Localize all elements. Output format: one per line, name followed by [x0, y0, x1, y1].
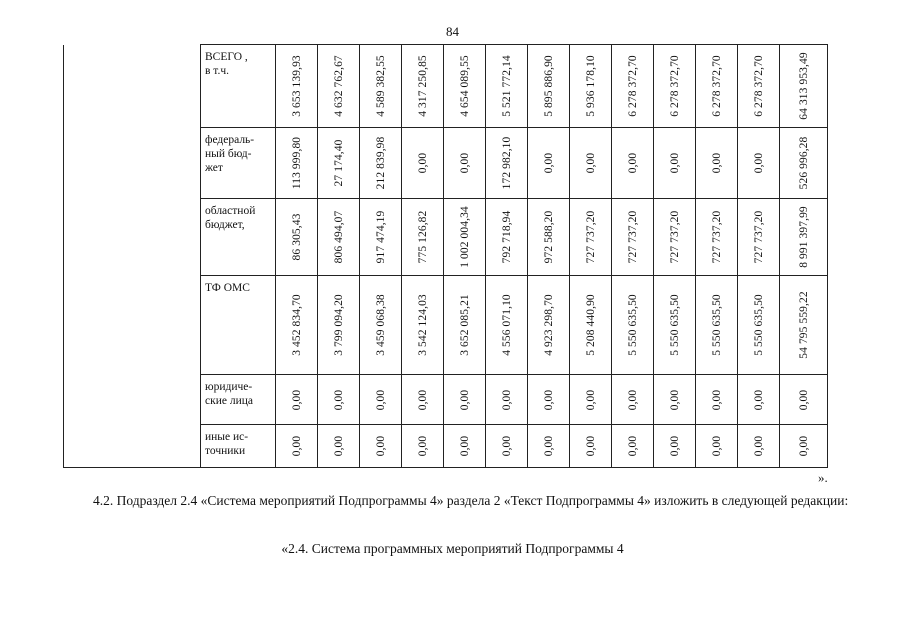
value-cell: [780, 199, 828, 276]
value-cell: [780, 425, 828, 468]
value-cell: [360, 276, 402, 375]
cell-value: 6 278 372,70: [626, 55, 639, 117]
cell-value: 3 459 068,38: [374, 294, 387, 356]
value-cell: [738, 45, 780, 128]
cell-value: 972 588,20: [542, 210, 555, 264]
table-row: [64, 45, 828, 128]
value-cell: [654, 199, 696, 276]
value-cell: [570, 276, 612, 375]
cell-value: 0,00: [458, 152, 471, 174]
cell-value: 0,00: [710, 152, 723, 174]
value-cell: [402, 425, 444, 468]
value-cell: [402, 128, 444, 199]
closing-quote: ».: [818, 470, 828, 485]
value-cell: [444, 199, 486, 276]
cell-value: 4 632 762,67: [332, 55, 345, 117]
value-cell: [612, 128, 654, 199]
cell-value: 5 550 635,50: [710, 294, 723, 356]
value-cell: [780, 45, 828, 128]
cell-value: 775 126,82: [416, 210, 429, 264]
value-cell: [612, 425, 654, 468]
cell-value: 0,00: [797, 389, 810, 410]
cell-value: 0,00: [542, 389, 555, 410]
value-cell: [654, 276, 696, 375]
cell-value: 0,00: [668, 435, 681, 457]
row-label: иные ис- точники: [201, 425, 276, 468]
value-cell: [486, 45, 528, 128]
financing-table: [63, 44, 828, 468]
value-cell: [360, 128, 402, 199]
cell-value: 0,00: [500, 435, 513, 457]
cell-value: 526 996,28: [797, 136, 810, 190]
value-cell: [360, 45, 402, 128]
cell-value: 113 999,80: [290, 136, 303, 190]
cell-value: 727 737,20: [626, 210, 639, 264]
value-cell: [780, 375, 828, 425]
cell-value: 0,00: [710, 435, 723, 457]
value-cell: [528, 45, 570, 128]
value-cell: [528, 199, 570, 276]
value-cell: [318, 45, 360, 128]
cell-value: 0,00: [458, 389, 471, 410]
value-cell: [612, 199, 654, 276]
cell-value: 917 474,19: [374, 210, 387, 264]
row-label: юридиче- ские лица: [201, 375, 276, 425]
section-subheading: «2.4. Система программных мероприятий Подпрограммы 4: [281, 541, 624, 556]
cell-value: 6 278 372,70: [710, 55, 723, 117]
value-cell: [318, 128, 360, 199]
value-cell: [654, 375, 696, 425]
value-cell: [276, 375, 318, 425]
cell-value: 727 737,20: [752, 210, 765, 264]
cell-value: 0,00: [416, 389, 429, 410]
value-cell: [738, 425, 780, 468]
cell-value: 212 839,98: [374, 136, 387, 190]
value-cell: [486, 425, 528, 468]
value-cell: [318, 276, 360, 375]
cell-value: 5 550 635,50: [626, 294, 639, 356]
value-cell: [444, 375, 486, 425]
value-cell: [276, 128, 318, 199]
value-cell: [780, 276, 828, 375]
value-cell: [570, 425, 612, 468]
cell-value: 0,00: [290, 435, 303, 457]
cell-value: 0,00: [332, 435, 345, 457]
cell-value: 0,00: [752, 435, 765, 457]
cell-value: 0,00: [752, 152, 765, 174]
value-cell: [696, 199, 738, 276]
cell-value: 0,00: [416, 152, 429, 174]
cell-value: 0,00: [374, 389, 387, 410]
value-cell: [738, 199, 780, 276]
page-number: 84: [446, 24, 459, 39]
value-cell: [738, 128, 780, 199]
cell-value: 3 652 085,21: [458, 294, 471, 356]
cell-value: 0,00: [584, 389, 597, 410]
value-cell: [570, 199, 612, 276]
value-cell: [276, 45, 318, 128]
value-cell: [402, 276, 444, 375]
value-cell: [738, 375, 780, 425]
cell-value: 3 653 139,93: [290, 55, 303, 117]
value-cell: [276, 425, 318, 468]
cell-value: 4 556 071,10: [500, 294, 513, 356]
value-cell: [570, 375, 612, 425]
row-label: областной бюджет,: [201, 199, 276, 276]
cell-value: 64 313 953,49: [797, 52, 810, 120]
cell-value: 54 795 559,22: [797, 291, 810, 359]
cell-value: 4 654 089,55: [458, 55, 471, 117]
cell-value: 0,00: [416, 435, 429, 457]
cell-value: 0,00: [626, 152, 639, 174]
cell-value: 6 278 372,70: [668, 55, 681, 117]
cell-value: 8 991 397,99: [797, 206, 810, 268]
value-cell: [444, 128, 486, 199]
value-cell: [486, 199, 528, 276]
value-cell: [360, 375, 402, 425]
value-cell: [612, 276, 654, 375]
cell-value: 792 718,94: [500, 210, 513, 264]
cell-value: 0,00: [668, 152, 681, 174]
value-cell: [738, 276, 780, 375]
cell-value: 0,00: [542, 152, 555, 174]
value-cell: [696, 128, 738, 199]
cell-value: 5 208 440,90: [584, 294, 597, 356]
value-cell: [486, 375, 528, 425]
cell-value: 727 737,20: [584, 210, 597, 264]
cell-value: 0,00: [374, 435, 387, 457]
value-cell: [360, 425, 402, 468]
value-cell: [318, 199, 360, 276]
cell-value: 5 521 772,14: [500, 55, 513, 117]
value-cell: [570, 128, 612, 199]
value-cell: [444, 425, 486, 468]
cell-value: 0,00: [626, 435, 639, 457]
value-cell: [528, 425, 570, 468]
value-cell: [402, 375, 444, 425]
value-cell: [402, 199, 444, 276]
cell-value: 0,00: [458, 435, 471, 457]
cell-value: 0,00: [710, 389, 723, 410]
cell-value: 0,00: [290, 389, 303, 410]
cell-value: 806 494,07: [332, 210, 345, 264]
cell-value: 0,00: [668, 389, 681, 410]
cell-value: 4 317 250,85: [416, 55, 429, 117]
value-cell: [654, 425, 696, 468]
row-label: ВСЕГО , в т.ч.: [201, 45, 276, 128]
cell-value: 27 174,40: [332, 139, 345, 187]
value-cell: [486, 128, 528, 199]
cell-value: 0,00: [797, 435, 810, 457]
value-cell: [276, 199, 318, 276]
value-cell: [486, 276, 528, 375]
cell-value: 4 923 298,70: [542, 294, 555, 356]
value-cell: [696, 276, 738, 375]
cell-value: 727 737,20: [668, 210, 681, 264]
cell-value: 1 002 004,34: [458, 206, 471, 268]
value-cell: [402, 45, 444, 128]
value-cell: [696, 45, 738, 128]
blank-first-column: [64, 45, 201, 468]
cell-value: 0,00: [584, 152, 597, 174]
value-cell: [444, 45, 486, 128]
value-cell: [528, 375, 570, 425]
value-cell: [696, 425, 738, 468]
value-cell: [612, 375, 654, 425]
row-label: федераль- ный бюд- жет: [201, 128, 276, 199]
row-label: ТФ ОМС: [201, 276, 276, 375]
value-cell: [444, 276, 486, 375]
cell-value: 3 452 834,70: [290, 294, 303, 356]
cell-value: 5 550 635,50: [752, 294, 765, 356]
value-cell: [570, 45, 612, 128]
value-cell: [318, 375, 360, 425]
value-cell: [528, 276, 570, 375]
value-cell: [654, 45, 696, 128]
cell-value: 5 895 886,90: [542, 55, 555, 117]
cell-value: 0,00: [500, 389, 513, 410]
cell-value: 5 550 635,50: [668, 294, 681, 356]
value-cell: [696, 375, 738, 425]
cell-value: 0,00: [626, 389, 639, 410]
value-cell: [654, 128, 696, 199]
cell-value: 172 982,10: [500, 136, 513, 190]
cell-value: 0,00: [752, 389, 765, 410]
value-cell: [528, 128, 570, 199]
cell-value: 6 278 372,70: [752, 55, 765, 117]
cell-value: 727 737,20: [710, 210, 723, 264]
cell-value: 3 799 094,20: [332, 294, 345, 356]
cell-value: 0,00: [584, 435, 597, 457]
cell-value: 0,00: [542, 435, 555, 457]
value-cell: [318, 425, 360, 468]
value-cell: [612, 45, 654, 128]
amendment-paragraph: 4.2. Подраздел 2.4 «Система мероприятий Подпрограммы 4» раздела 2 «Текст Подпрограммы 4» изложить в следующей редакции:: [93, 493, 849, 508]
value-cell: [276, 276, 318, 375]
value-cell: [780, 128, 828, 199]
cell-value: 0,00: [332, 389, 345, 410]
cell-value: 86 305,43: [290, 213, 303, 261]
cell-value: 4 589 382,55: [374, 55, 387, 117]
cell-value: 3 542 124,03: [416, 294, 429, 356]
value-cell: [360, 199, 402, 276]
cell-value: 5 936 178,10: [584, 55, 597, 117]
